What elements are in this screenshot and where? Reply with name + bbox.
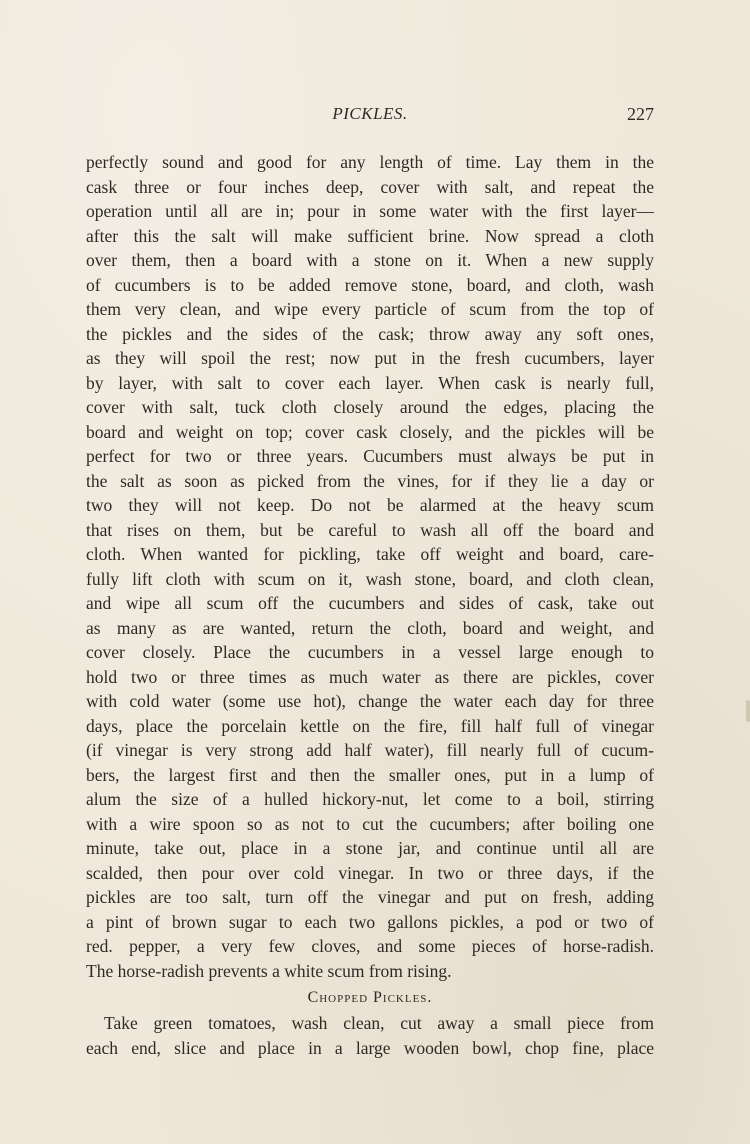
text-line: board and weight on top; cover cask closely, and the pickles will be — [86, 421, 654, 442]
paragraph-1 — [86, 150, 654, 983]
text-line: a pint of brown sugar to each two gallons pickles, a pod or two of — [86, 911, 654, 932]
text-line: days, place the porcelain kettle on the fire, fill half full of vinegar — [86, 715, 654, 736]
text-line: that rises on them, but be careful to wash all off the board and — [86, 519, 654, 540]
text-line: the salt as soon as picked from the vines, for if they lie a day or — [86, 470, 654, 491]
text-line: (if vinegar is very strong add half water), fill nearly full of cucum- — [86, 740, 654, 760]
text-line: as they will spoil the rest; now put in the fresh cucumbers, layer — [86, 348, 654, 368]
page-number: 227 — [627, 104, 654, 124]
text-line: hold two or three times as much water as there are pickles, cover — [86, 666, 654, 687]
text-line: by layer, with salt to cover each layer. When cask is nearly full, — [86, 372, 654, 393]
text-line: them very clean, and wipe every particle of scum from the top of — [86, 299, 654, 319]
text-line: perfect for two or three years. Cucumbers must always be put in — [86, 446, 654, 466]
body-text — [86, 150, 654, 1060]
text-line: over them, then a board with a stone on it. When a new supply — [86, 250, 654, 270]
text-line: of cucumbers is to be added remove stone, board, and cloth, wash — [86, 274, 654, 295]
text-line: with a wire spoon so as not to cut the cucumbers; after boiling one — [86, 813, 654, 834]
page-edge-stain — [746, 700, 750, 722]
text-line: cloth. When wanted for pickling, take off weight and board, care- — [86, 544, 654, 564]
text-line: Take green tomatoes, wash clean, cut away a small piece from — [104, 1013, 654, 1033]
section-heading: Chopped Pickles. — [307, 989, 433, 1006]
text-line: The horse-radish prevents a white scum from rising. — [86, 960, 452, 981]
text-line: bers, the largest first and then the smaller ones, put in a lump of — [86, 764, 654, 785]
text-line: the pickles and the sides of the cask; throw away any soft ones, — [86, 323, 654, 344]
text-line: cover with salt, tuck cloth closely around the edges, placing the — [86, 397, 654, 417]
running-title: PICKLES. — [332, 104, 408, 123]
text-line: two they will not keep. Do not be alarmed at the heavy scum — [86, 495, 654, 515]
text-line: minute, take out, place in a stone jar, and continue until all are — [86, 838, 654, 858]
text-line: perfectly sound and good for any length of time. Lay them in the — [86, 152, 654, 172]
text-line: pickles are too salt, turn off the vinegar and put on fresh, adding — [86, 887, 654, 907]
text-line: cover closely. Place the cucumbers in a vessel large enough to — [86, 642, 654, 662]
text-line: as many as are wanted, return the cloth, board and weight, and — [86, 617, 654, 638]
paragraph-2 — [86, 1011, 654, 1060]
text-line: each end, slice and place in a large wooden bowl, chop fine, place — [86, 1037, 654, 1058]
running-head — [86, 104, 654, 132]
text-line: alum the size of a hulled hickory-nut, let come to a boil, stirring — [86, 789, 654, 809]
text-line: scalded, then pour over cold vinegar. In two or three days, if the — [86, 862, 654, 883]
text-line: and wipe all scum off the cucumbers and sides of cask, take out — [86, 593, 654, 613]
text-line: fully lift cloth with scum on it, wash stone, board, and cloth clean, — [86, 568, 654, 589]
text-line: after this the salt will make sufficient brine. Now spread a cloth — [86, 225, 654, 246]
text-line: red. pepper, a very few cloves, and some pieces of horse-radish. — [86, 936, 654, 956]
text-line: cask three or four inches deep, cover with salt, and repeat the — [86, 176, 654, 197]
text-line: with cold water (some use hot), change the water each day for three — [86, 691, 654, 711]
text-line: operation until all are in; pour in some water with the first layer— — [86, 201, 654, 221]
